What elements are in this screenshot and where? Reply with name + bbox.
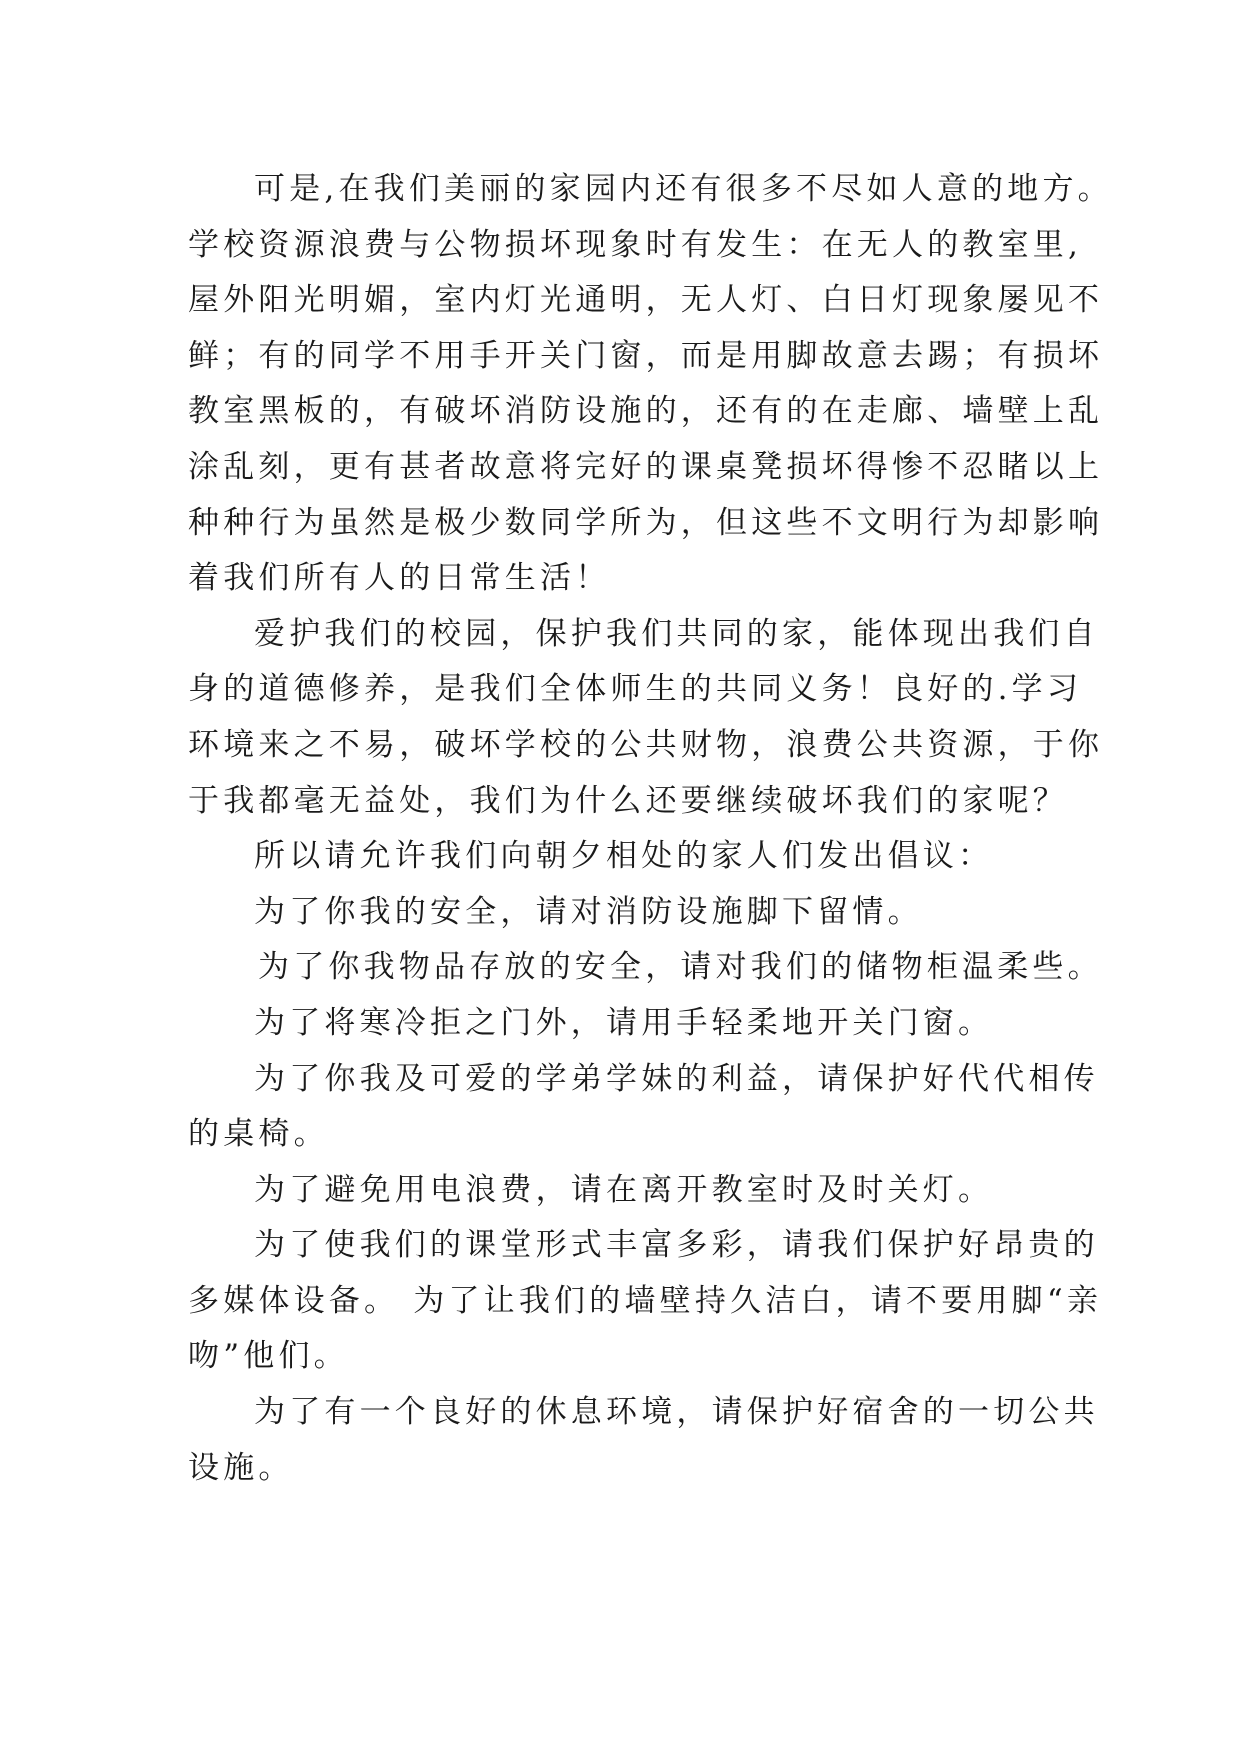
document-body [188, 162, 1113, 1496]
text-line-12: 于我都毫无益处，我们为什么还要继续破坏我们的家呢？ [188, 782, 1068, 819]
text-line-24: 设施。 [188, 1449, 294, 1486]
text-line-20: 为了使我们的课堂形式丰富多彩，请我们保护好昂贵的 [254, 1227, 1099, 1264]
text-line-3: 屋外阳光明媚，室内灯光通明，无人灯、白日灯现象屡见不 [188, 282, 1104, 319]
text-line-13: 所以请允许我们向朝夕相处的家人们发出倡议： [254, 838, 994, 875]
text-line-14: 为了你我的安全，请对消防设施脚下留情。 [254, 893, 923, 930]
text-line-15: 为了你我物品存放的安全，请对我们的储物柜温柔些。 [258, 949, 1103, 986]
text-line-17: 为了你我及可爱的学弟学妹的利益，请保护好代代相传 [254, 1060, 1099, 1097]
text-line-5: 教室黑板的，有破坏消防设施的，还有的在走廊、墙壁上乱 [188, 393, 1104, 430]
text-line-2: 学校资源浪费与公物损坏现象时有发生：在无人的教室里, [188, 226, 1083, 263]
text-line-19: 为了避免用电浪费，请在离开教室时及时关灯。 [254, 1171, 994, 1208]
text-line-23: 为了有一个良好的休息环境，请保护好宿舍的一切公共 [254, 1394, 1099, 1431]
text-line-6: 涂乱刻，更有甚者故意将完好的课桌凳损坏得惨不忍睹以上 [188, 448, 1104, 485]
text-line-10: 身的道德修养，是我们全体师生的共同义务！良好的.学习 [188, 671, 1083, 708]
text-line-8: 着我们所有人的日常生活！ [188, 560, 611, 597]
text-line-7: 种种行为虽然是极少数同学所为，但这些不文明行为却影响 [188, 504, 1104, 541]
text-line-18: 的桌椅。 [188, 1116, 329, 1153]
text-line-21: 多媒体设备。 为了让我们的墙壁持久洁白，请不要用脚“亲 [188, 1282, 1103, 1319]
text-line-9: 爱护我们的校园，保护我们共同的家，能体现出我们自 [254, 615, 1099, 652]
text-line-11: 环境来之不易，破坏学校的公共财物，浪费公共资源，于你 [188, 726, 1104, 763]
text-line-1: 可是,在我们美丽的家园内还有很多不尽如人意的地方。 [254, 171, 1113, 207]
text-line-16: 为了将寒冷拒之门外，请用手轻柔地开关门窗。 [254, 1004, 994, 1041]
text-line-4: 鲜；有的同学不用手开关门窗，而是用脚故意去踢；有损坏 [188, 337, 1104, 374]
text-line-22: 吻”他们。 [188, 1338, 349, 1375]
